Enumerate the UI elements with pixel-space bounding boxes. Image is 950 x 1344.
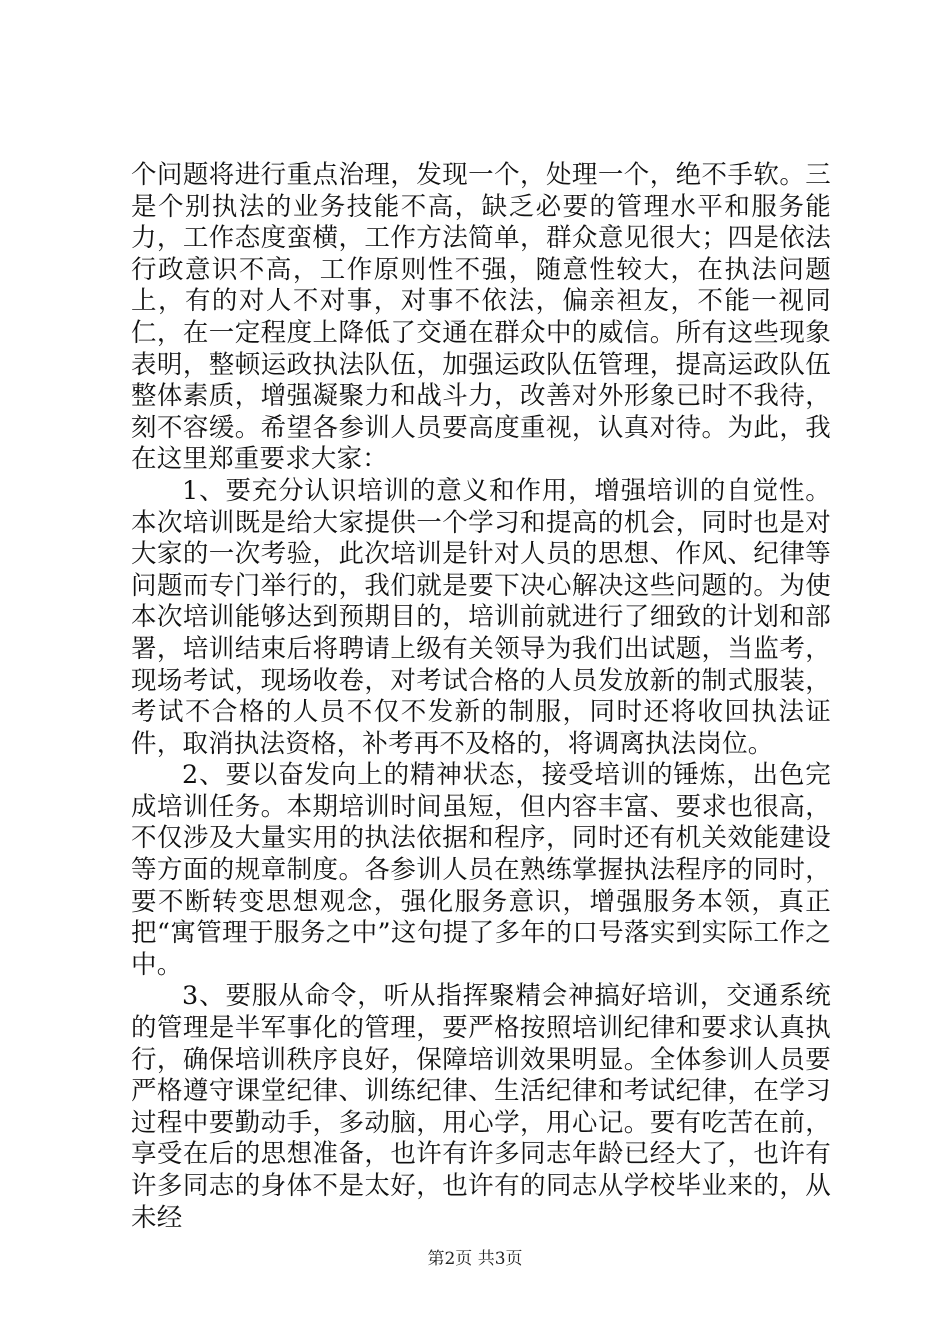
page-number-footer: 第2页 共3页 [427, 1249, 523, 1269]
paragraph-item-3: 3、要服从命令，听从指挥聚精会神搞好培训，交通系统的管理是半军事化的管理，要严格按照培训纪律和要求认真执行，确保培训秩序良好，保障培训效果明显。全体参训人员要严格遵守课堂纪律、训练纪律、生活纪律和考试纪律，在学习过程中要勤动手，多动脑，用心学，用心记。要有吃苦在前，享受在后的思想准备，也许有许多同志年龄已经大了，也许有许多同志的身体不是太好，也许有的同志从学校毕业来的，从未经 [131, 981, 831, 1233]
body-text [131, 160, 831, 1234]
paragraph-item-1: 1、要充分认识培训的意义和作用，增强培训的自觉性。本次培训既是给大家提供一个学习和提高的机会，同时也是对大家的一次考验，此次培训是针对人员的思想、作风、纪律等问题而专门举行的，我们就是要下决心解决这些问题的。为使本次培训能够达到预期目的，培训前就进行了细致的计划和部署，培训结束后将聘请上级有关领导为我们出试题，当监考，现场考试，现场收卷，对考试合格的人员发放新的制式服装，考试不合格的人员不仅不发新的制服，同时还将收回执法证件，取消执法资格，补考再不及格的，将调离执法岗位。 [131, 475, 831, 759]
paragraph-continuation: 个问题将进行重点治理，发现一个，处理一个，绝不手软。三是个别执法的业务技能不高，缺乏必要的管理水平和服务能力，工作态度蛮横，工作方法简单，群众意见很大；四是依法行政意识不高，工作原则性不强，随意性较大，在执法问题上，有的对人不对事，对事不依法，偏亲袒友，不能一视同仁，在一定程度上降低了交通在群众中的威信。所有这些现象表明，整顿运政执法队伍，加强运政队伍管理，提高运政队伍整体素质，增强凝聚力和战斗力，改善对外形象已时不我待，刻不容缓。希望各参训人员要高度重视，认真对待。为此，我在这里郑重要求大家： [131, 160, 831, 475]
paragraph-item-2: 2、要以奋发向上的精神状态，接受培训的锤炼，出色完成培训任务。本期培训时间虽短，但内容丰富、要求也很高，不仅涉及大量实用的执法依据和程序，同时还有机关效能建设等方面的规章制度。各参训人员在熟练掌握执法程序的同时，要不断转变思想观念，强化服务意识，增强服务本领，真正把“寓管理于服务之中”这句提了多年的口号落实到实际工作之中。 [131, 760, 831, 980]
